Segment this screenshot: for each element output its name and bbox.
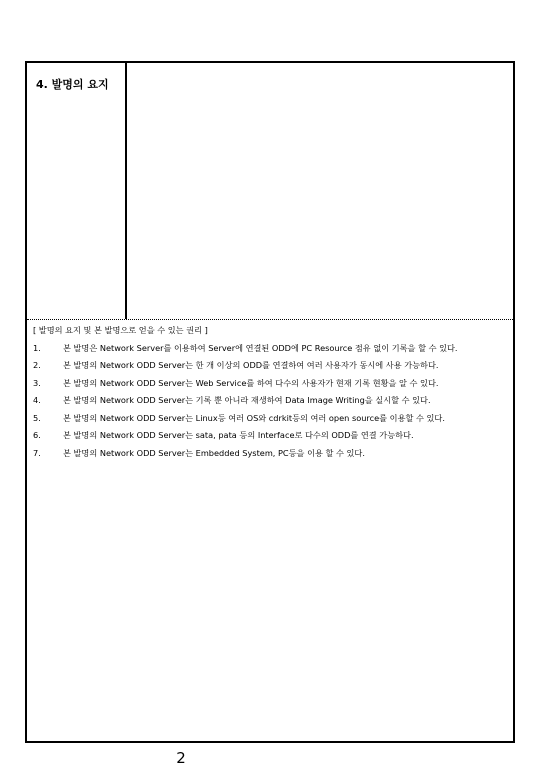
summary-bracket-title: [ 발명의 요지 및 본 발명으로 얻을 수 있는 권리 ] [33, 325, 208, 335]
item-number: 7. [33, 447, 41, 458]
document-frame [25, 61, 515, 743]
item-text: 본 발명의 Network ODD Server는 Web Service를 하여 다수의 사용자가 현재 기록 현황을 알 수 있다. [63, 377, 439, 388]
list-item [33, 413, 503, 424]
list-item [33, 360, 503, 371]
list-item [33, 395, 503, 406]
item-text: 본 발명의 Network ODD Server는 Embedded System, PC등을 이용 할 수 있다. [63, 447, 365, 458]
item-text: 본 발명의 Network ODD Server는 기록 뿐 아니라 재생하여 Data Image Writing을 실시할 수 있다. [63, 395, 431, 405]
item-text: 본 발명의 Network ODD Server는 한 개 이상의 ODD를 연결하여 여러 사용자가 동시에 사용 가능하다. [63, 360, 439, 370]
list-item [33, 343, 503, 354]
dotted-divider [27, 319, 513, 320]
item-number: 2. [33, 360, 41, 370]
item-number: 3. [33, 377, 41, 388]
item-text: 본 발명의 Network ODD Server는 sata, pata 등의 Interface로 다수의 ODD를 연결 가능하다. [63, 430, 414, 440]
item-number: 6. [33, 430, 41, 440]
item-number: 5. [33, 412, 41, 423]
list-item [33, 448, 503, 459]
list-item [33, 430, 503, 441]
item-number: 4. [33, 395, 41, 405]
list-item [33, 378, 503, 389]
item-number: 1. [33, 342, 41, 353]
item-text: 본 발명은 Network Server를 이용하여 Server에 연결된 ODD에 PC Resource 점유 없이 기록을 할 수 있다. [63, 342, 458, 353]
summary-content [33, 325, 503, 465]
section-heading: 4. 발명의 요지 [36, 78, 109, 91]
page-number: 2 [176, 749, 186, 767]
heading-cell [27, 63, 127, 319]
item-text: 본 발명의 Network ODD Server는 Linux등 여러 OS와 cdrkit등의 여러 open source를 이용할 수 있다. [63, 412, 445, 423]
